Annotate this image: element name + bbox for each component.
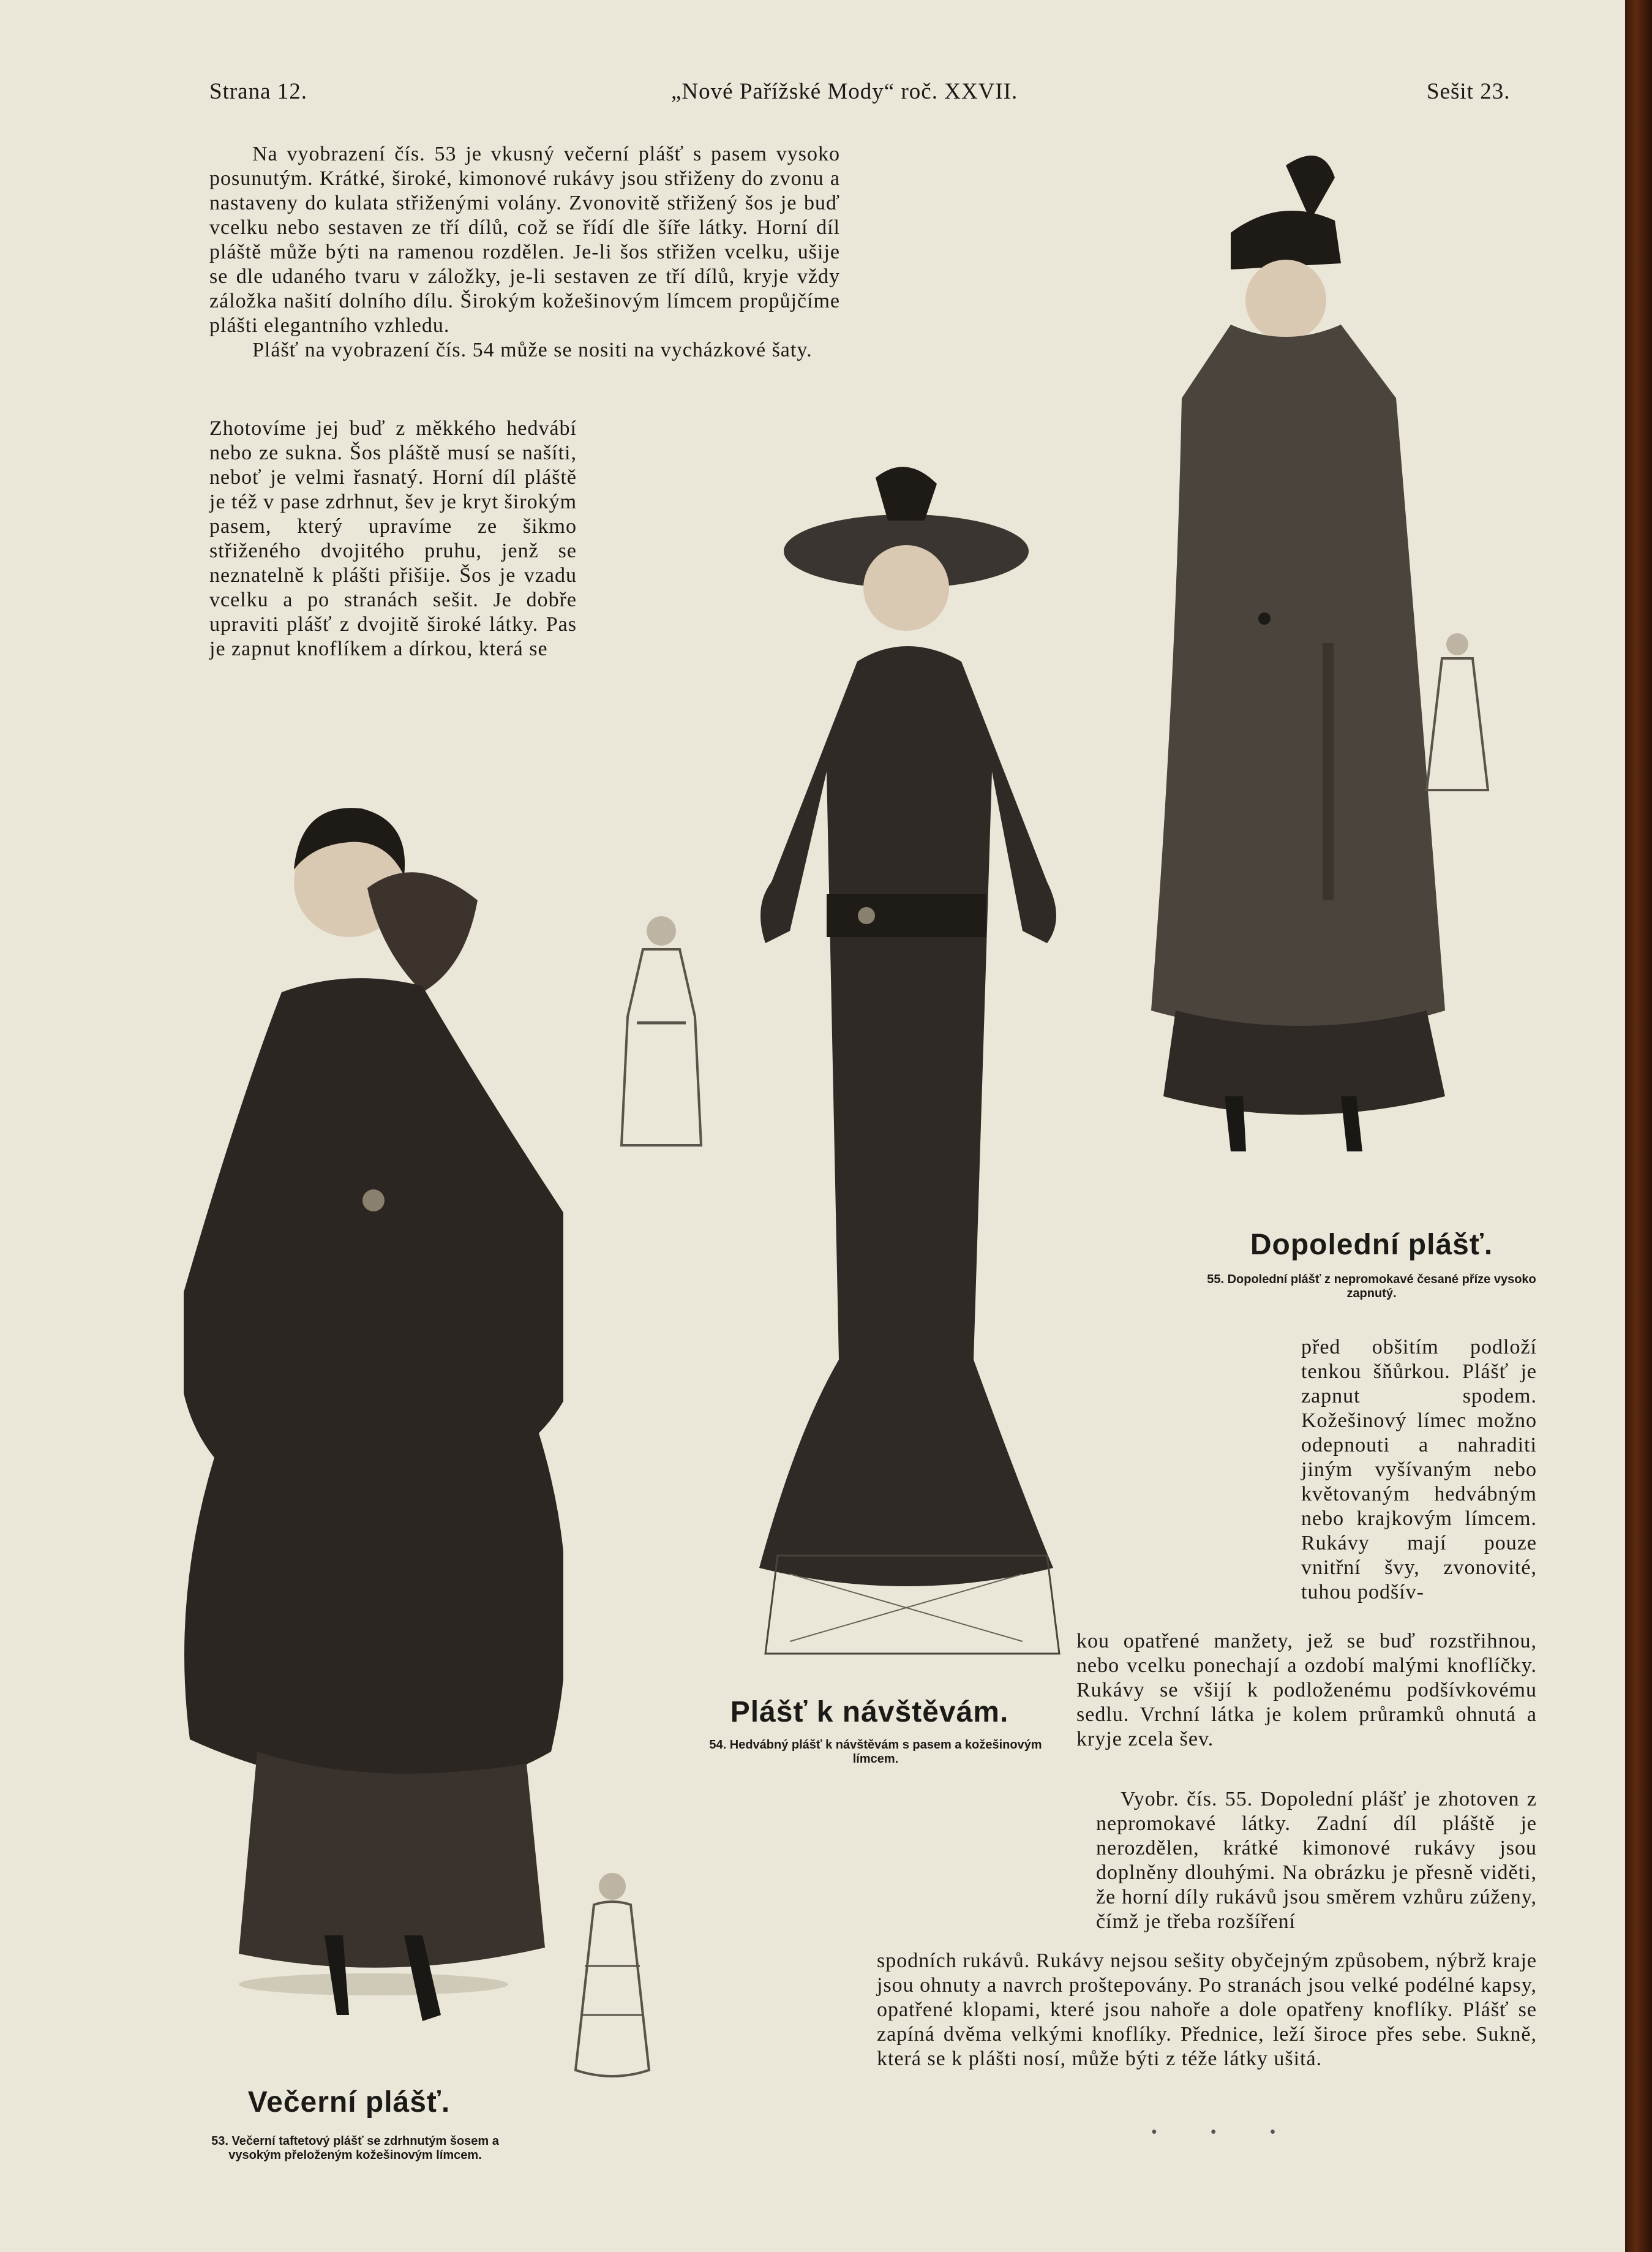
paragraph-54-intro: Plášť na vyobrazení čís. 54 může se nositi na vycházkové šaty. xyxy=(252,339,813,361)
text-block-top xyxy=(209,142,840,363)
page-number: Strana 12. xyxy=(209,79,308,104)
paragraph-54-continued: před obšitím podloží tenkou šňůrkou. Plášť je zapnut spodem. Kožešinový límec možno odepnouti a nahraditi jiným vyšívaným nebo květovaným hedvábným nebo krajkovým límcem. Rukávy mají pouze vnitřní švy, zvonovité, tuhou podšív- xyxy=(1301,1336,1537,1603)
illustration-evening-coat-back xyxy=(569,1868,655,2088)
text-block-right-narrow xyxy=(1301,1335,1537,1605)
figure-53-title: Večerní plášť. xyxy=(247,2086,451,2118)
binding-spine xyxy=(1625,0,1652,2252)
figure-55-caption: 55. Dopolední plášť z nepromokavé česané příze vysoko zapnutý. xyxy=(1207,1273,1536,1300)
figure-53-caption: 53. Večerní taftetový plášť se zdrhnutým šosem a vysokým přeloženým kožešinovým límcem. xyxy=(211,2134,499,2162)
paragraph-55-end: spodních rukávů. Rukávy nejsou sešity obyčejným způsobem, nýbrž kraje jsou ohnuty a navrch proštepovány. Po stranách jsou velké podélné kapsy, opatřené klopami, které jsou nahoře a dole opatřeny knoflíky. Plášť se zapíná dvěma velkými knoflíky. Přednice, leží široce přes sebe. Sukně, která se k plášti nosí, může býti z téže látky ušitá. xyxy=(877,1949,1537,2070)
running-title: „Nové Pařížské Mody“ roč. XXVII. xyxy=(671,79,1018,104)
paragraph-53: Na vyobrazení čís. 53 je vkusný večerní plášť s pasem vysoko posunutým. Krátké, široké, kimonové rukávy jsou střiženy do zvonu a nastaveny do kulata střiženými volány. Zvonovitě střižený šos je buď vcelku nebo sestaven ze tří dílů, což se řídí dle šíře látky. Horní díl pláště může býti na ramenou rozdělen. Je-li šos střižen vcelku, ušije se dle udaného tvaru v záložky, je-li sestaven ze tří dílů, kryje vždy záložka našití dolního dílu. Širokým kožešinovým límcem propůjčíme plášti elegantního vzhledu. xyxy=(209,143,840,337)
illustration-morning-coat-back xyxy=(1421,631,1494,802)
illustration-evening-coat xyxy=(184,784,563,2088)
figure-54-title: Plášť k návštěvám. xyxy=(730,1696,1009,1728)
illustration-visiting-coat-back xyxy=(609,913,713,1158)
figure-55-title: Dopolední plášť. xyxy=(1250,1229,1493,1261)
paragraph-54: Zhotovíme jej buď z měkkého hedvábí nebo ze sukna. Šos pláště musí se našíti, neboť je velmi řasnatý. Horní díl pláště je též v pase zdrhnut, šev je kryt širokým pasem, který upravíme ze šikmo střiženého dvojitého pruhu, jenž se neznatelně k plášti přišije. Šos je vzadu vcelku a po stranách sešit. Je dobře upraviti plášť z dvojitě široké látky. Pas je zapnut knoflíkem a dírkou, která se xyxy=(209,417,577,660)
issue-number: Sešit 23. xyxy=(1427,79,1511,104)
ornament: • • • xyxy=(1151,2123,1301,2142)
text-block-right-55 xyxy=(1096,1787,1537,1934)
text-block-narrow xyxy=(209,416,577,661)
figure-54-caption: 54. Hedvábný plášť k návštěvám s pasem a kožešinovým límcem. xyxy=(709,1738,1042,1766)
paragraph-55: Vyobr. čís. 55. Dopolední plášť je zhotoven z nepromokavé látky. Zadní díl pláště je nerozdělen, krátké kimonové rukávy jsou doplněny dlouhými. Na obrázku je přesně viděti, že horní díly rukávů jsou směrem vzhůru zúženy, čímž je třeba rozšíření xyxy=(1096,1788,1537,1933)
text-block-bottom-wide xyxy=(877,1949,1537,2071)
paragraph-54-end: kou opatřené manžety, jež se buď rozstřihnou, nebo vcelku ponechají a ozdobí malými knoflíčky. Rukávy se všijí k podloženému podšívkovému sedlu. Vrchní látka je kolem průramků ohnutá a kryje zcela šev. xyxy=(1076,1630,1537,1750)
illustration-visiting-coat xyxy=(704,453,1114,1678)
illustration-morning-coat xyxy=(1139,141,1457,1170)
text-block-right-medium xyxy=(1076,1629,1537,1752)
